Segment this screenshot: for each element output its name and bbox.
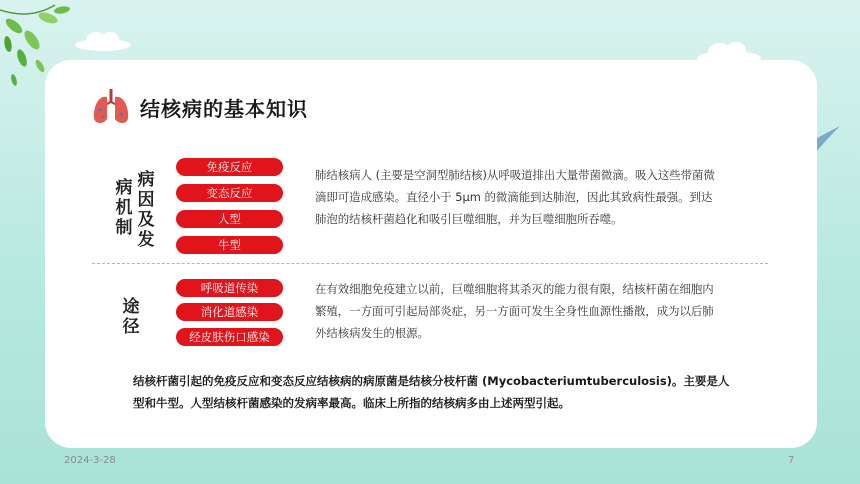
title-row xyxy=(90,86,308,128)
lungs-icon xyxy=(90,86,132,128)
mechanism-label-col2: 病机制 xyxy=(115,178,133,238)
tag-bovine-type: 牛型 xyxy=(176,236,283,254)
tag-skin-wound: 经皮肤伤口感染 xyxy=(176,328,283,346)
mechanism-paragraph: 肺结核病人 (主要是空洞型肺结核)从呼吸道排出大量带菌微滴。吸入这些带菌微滴即可造成感染。直径小于 5μm 的微滴能到达肺泡，因此其致病性最强。到达肺泡的结核杆菌趋化和吸引巨噬细胞，并为巨噬细胞所吞噬。 xyxy=(315,168,715,226)
route-label-text: 途径 xyxy=(122,297,140,337)
section-divider xyxy=(92,263,768,264)
tag-allergic-response: 变态反应 xyxy=(176,184,283,202)
tag-respiratory: 呼吸道传染 xyxy=(176,279,283,297)
cloud-decoration xyxy=(74,30,132,52)
summary-text: 结核杆菌引起的免疫反应和变态反应结核病的病原菌是结核分枝杆菌 (Mycobacteriumtuberculosis)。主要是人型和牛型。人型结核杆菌感染的发病率最高。临床上所指的结核病多由上述两型引起。 xyxy=(133,374,730,410)
route-paragraph: 在有效细胞免疫建立以前，巨噬细胞将其杀灭的能力很有限，结核杆菌在细胞内繁殖，一方面可引起局部炎症，另一方面可发生全身性血源性播散，成为以后肺外结核病发生的根源。 xyxy=(315,282,714,340)
page-title: 结核病的基本知识 xyxy=(140,96,308,121)
tag-immune-response: 免疫反应 xyxy=(176,158,283,176)
page-number: 7 xyxy=(788,455,795,466)
tag-digestive: 消化道感染 xyxy=(176,303,283,321)
footer-date: 2024-3-28 xyxy=(64,455,116,466)
tag-human-type: 人型 xyxy=(176,210,283,228)
mechanism-label-col1: 病因及发 xyxy=(137,170,155,250)
